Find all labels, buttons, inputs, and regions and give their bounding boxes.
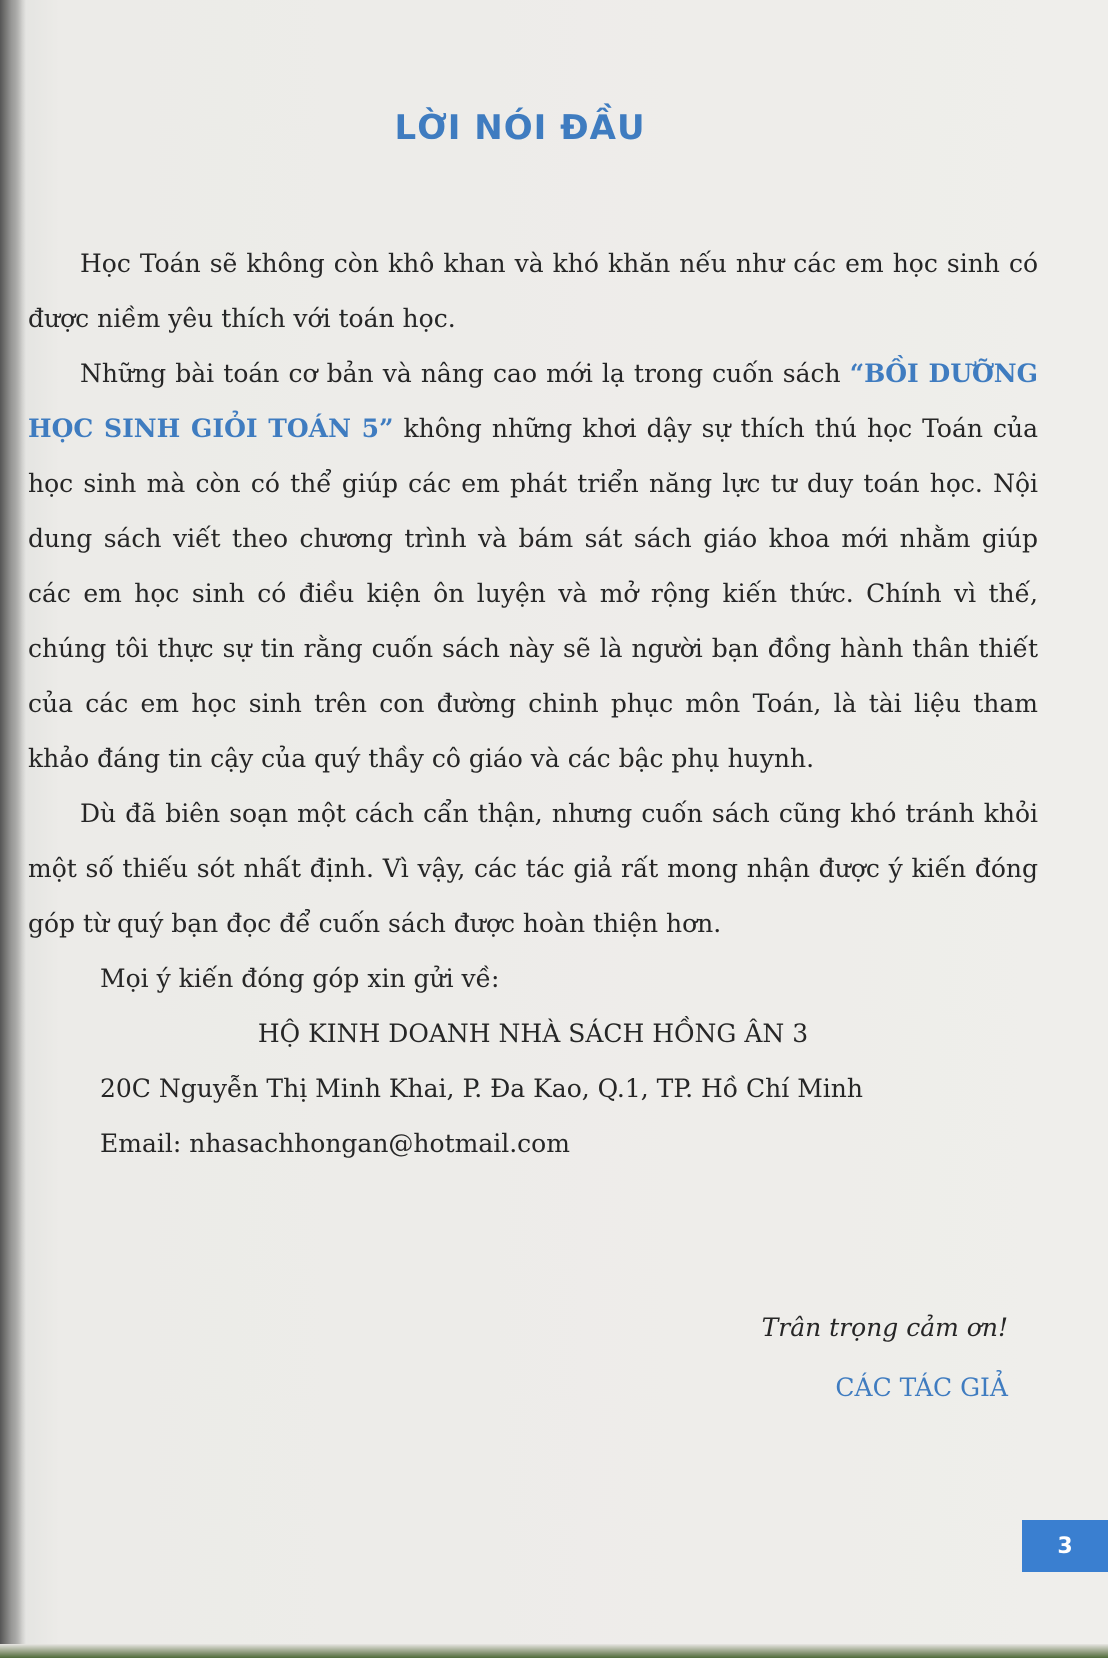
paragraph-2-rest: không những khơi dậy sự thích thú học Toán của học sinh mà còn có thể giúp các em phát triển năng lực tư duy toán học. Nội dung sách viết theo chương trình và bám sát sách giáo khoa mới nhằm giúp các em học sinh có điều kiện ôn luyện và mở rộng kiến thức. Chính vì thế, chúng tôi thực sự tin rằng cuốn sách này sẽ là người bạn đồng hành thân thiết của các em học sinh trên con đường chinh phục môn Toán, là tài liệu tham khảo đáng tin cậy của quý thầy cô giáo và các bậc phụ huynh. <box>28 414 1038 773</box>
paragraph-1: Học Toán sẽ không còn khô khan và khó khăn nếu như các em học sinh có được niềm yêu thích với toán học. <box>28 249 1038 333</box>
bottom-edge-strip <box>0 1644 1108 1658</box>
paragraph-3: Dù đã biên soạn một cách cẩn thận, nhưng cuốn sách cũng khó tránh khỏi một số thiếu sót nhất định. Vì vậy, các tác giả rất mong nhận được ý kiến đóng góp từ quý bạn đọc để cuốn sách được hoàn thiện hơn. <box>28 799 1038 938</box>
contact-address: 20C Nguyễn Thị Minh Khai, P. Đa Kao, Q.1, TP. Hồ Chí Minh <box>100 1074 863 1103</box>
page-title: LỜI NÓI ĐẦU <box>394 108 646 148</box>
book-title-highlight: “BỒI DƯỠNG HỌC SINH GIỎI TOÁN 5” <box>28 359 1038 443</box>
preface-body <box>28 236 1038 1171</box>
paragraph-2 <box>28 346 1038 786</box>
contact-intro: Mọi ý kiến đóng góp xin gửi về: <box>100 964 500 993</box>
contact-email: Email: nhasachhongan@hotmail.com <box>100 1129 570 1158</box>
page-number-badge: 3 <box>1022 1520 1108 1572</box>
page-gutter-shadow <box>0 0 26 1658</box>
closing-thanks: Trân trọng cảm ơn! <box>761 1313 1008 1342</box>
closing-block <box>762 1298 1008 1418</box>
contact-company: HỘ KINH DOANH NHÀ SÁCH HỒNG ÂN 3 <box>257 1019 809 1048</box>
closing-authors: CÁC TÁC GIẢ <box>835 1373 1008 1402</box>
paragraph-2-intro: Những bài toán cơ bản và nâng cao mới lạ trong cuốn sách <box>80 359 850 388</box>
